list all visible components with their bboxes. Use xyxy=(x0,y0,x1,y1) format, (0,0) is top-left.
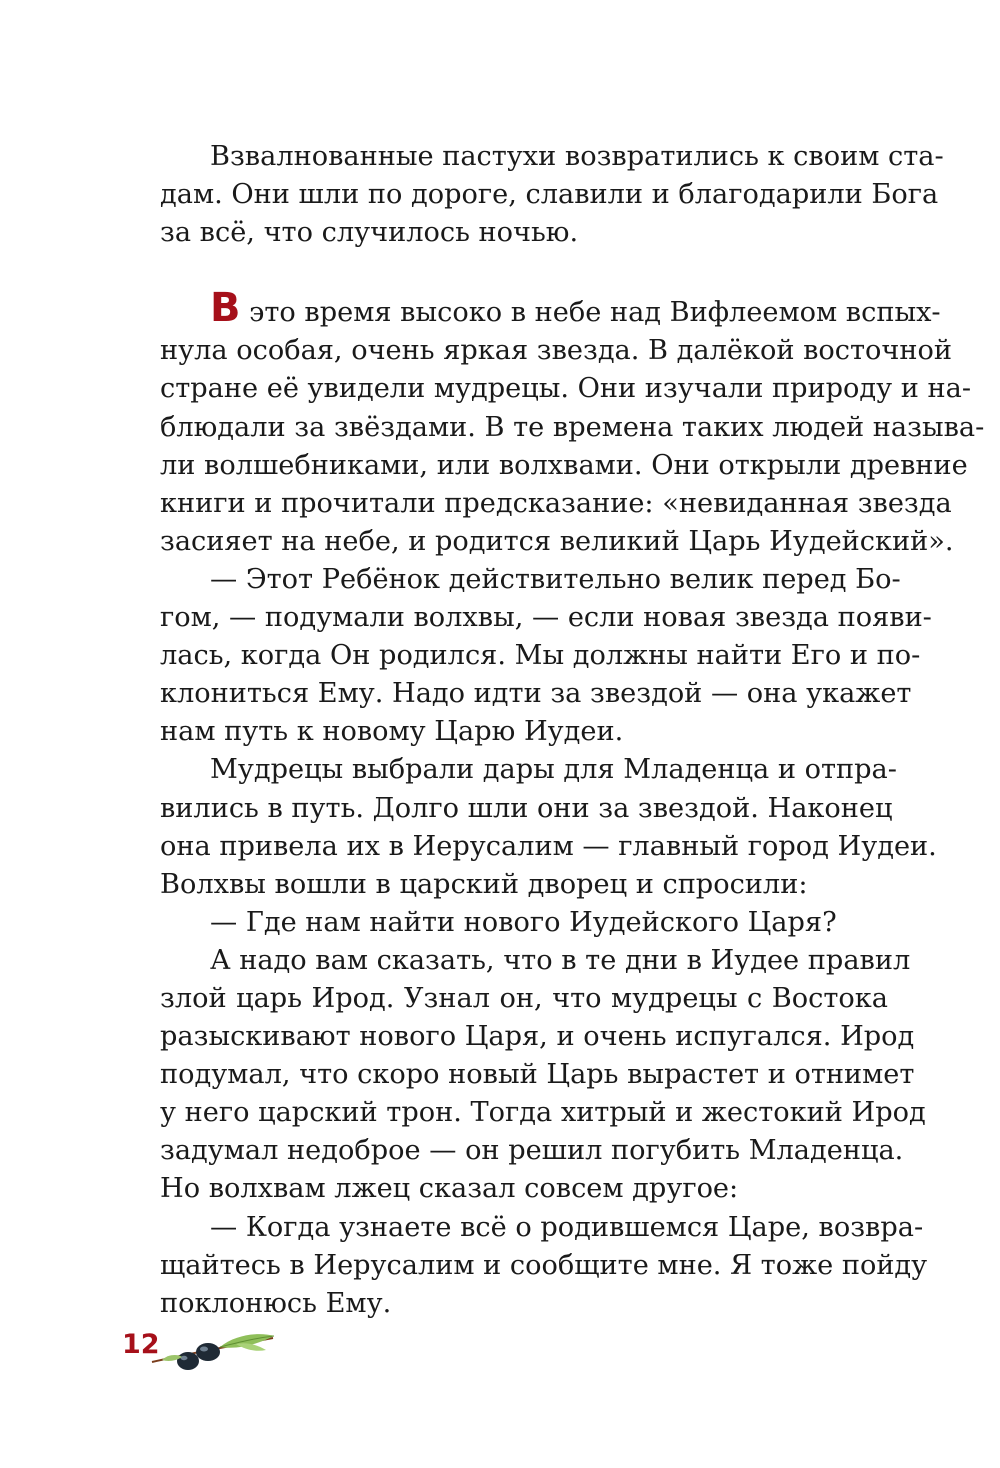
text-line: разыскивают нового Царя, и очень испугался. Ирод xyxy=(160,1021,915,1053)
text-line: она привела их в Иерусалим — главный город Иудеи. xyxy=(160,830,937,862)
paragraph-shepherds xyxy=(160,138,944,252)
text-line: А надо вам сказать, что в те дни в Иудее правил xyxy=(210,944,911,976)
text-line: за всё, что случилось ночью. xyxy=(160,217,579,249)
text-line: Взвалнованные пастухи возвратились к своим ста- xyxy=(210,141,944,172)
text-line: дам. Они шли по дороге, славили и благодарили Бога xyxy=(160,179,939,211)
page-body xyxy=(160,138,985,1323)
text-line: засияет на небе, и родится великий Царь Иудейский». xyxy=(160,525,954,557)
text-line: нам путь к новому Царю Иудеи. xyxy=(160,716,624,748)
text-line: — Этот Ребёнок действительно велик перед Бо- xyxy=(210,563,901,595)
page-number: 12 xyxy=(122,1329,160,1360)
text-line: стране её увидели мудрецы. Они изучали природу и на- xyxy=(160,373,972,405)
text-line: гом, — подумали волхвы, — если новая звезда появи- xyxy=(160,602,932,634)
text-line xyxy=(160,285,941,332)
text-line: — Когда узнаете всё о родившемся Царе, возвра- xyxy=(210,1211,924,1243)
text-line: задумал недоброе — он решил погубить Младенца. xyxy=(160,1135,904,1167)
text-line: подумал, что скоро новый Царь вырастет и отнимет xyxy=(160,1059,915,1091)
text-line: лась, когда Он родился. Мы должны найти Его и по- xyxy=(160,640,921,672)
text-line: книги и прочитали предсказание: «невиданная звезда xyxy=(160,487,952,519)
text-line: клониться Ему. Надо идти за звездой — она укажет xyxy=(160,678,912,710)
text-line: ли волшебниками, или волхвами. Они открыли древние xyxy=(160,449,968,481)
paragraph-star xyxy=(160,285,985,1323)
text-line: злой царь Ирод. Узнал он, что мудрецы с Востока xyxy=(160,982,888,1014)
text-line: Мудрецы выбрали дары для Младенца и отпра- xyxy=(210,754,897,786)
text-line: — Где нам найти нового Иудейского Царя? xyxy=(210,906,837,938)
text-line: Но волхвам лжец сказал совсем другое: xyxy=(160,1173,739,1205)
text-line: вились в путь. Долго шли они за звездой. Наконец xyxy=(160,792,893,824)
text-line: щайтесь в Иерусалим и сообщите мне. Я тоже пойду xyxy=(160,1249,928,1281)
text-line: у него царский трон. Тогда хитрый и жестокий Ирод xyxy=(160,1097,926,1129)
text-line: нула особая, очень яркая звезда. В далёкой восточной xyxy=(160,335,952,367)
text-line: Волхвы вошли в царский дворец и спросили: xyxy=(160,868,808,900)
drop-cap: В xyxy=(210,285,241,332)
olive-branch-icon xyxy=(148,1330,278,1380)
text-line-rest: это время высоко в небе над Вифлеемом вспых- xyxy=(240,297,941,329)
text-line: блюдали за звёздами. В те времена таких людей называ- xyxy=(160,411,985,443)
text-line: поклонюсь Ему. xyxy=(160,1287,392,1319)
